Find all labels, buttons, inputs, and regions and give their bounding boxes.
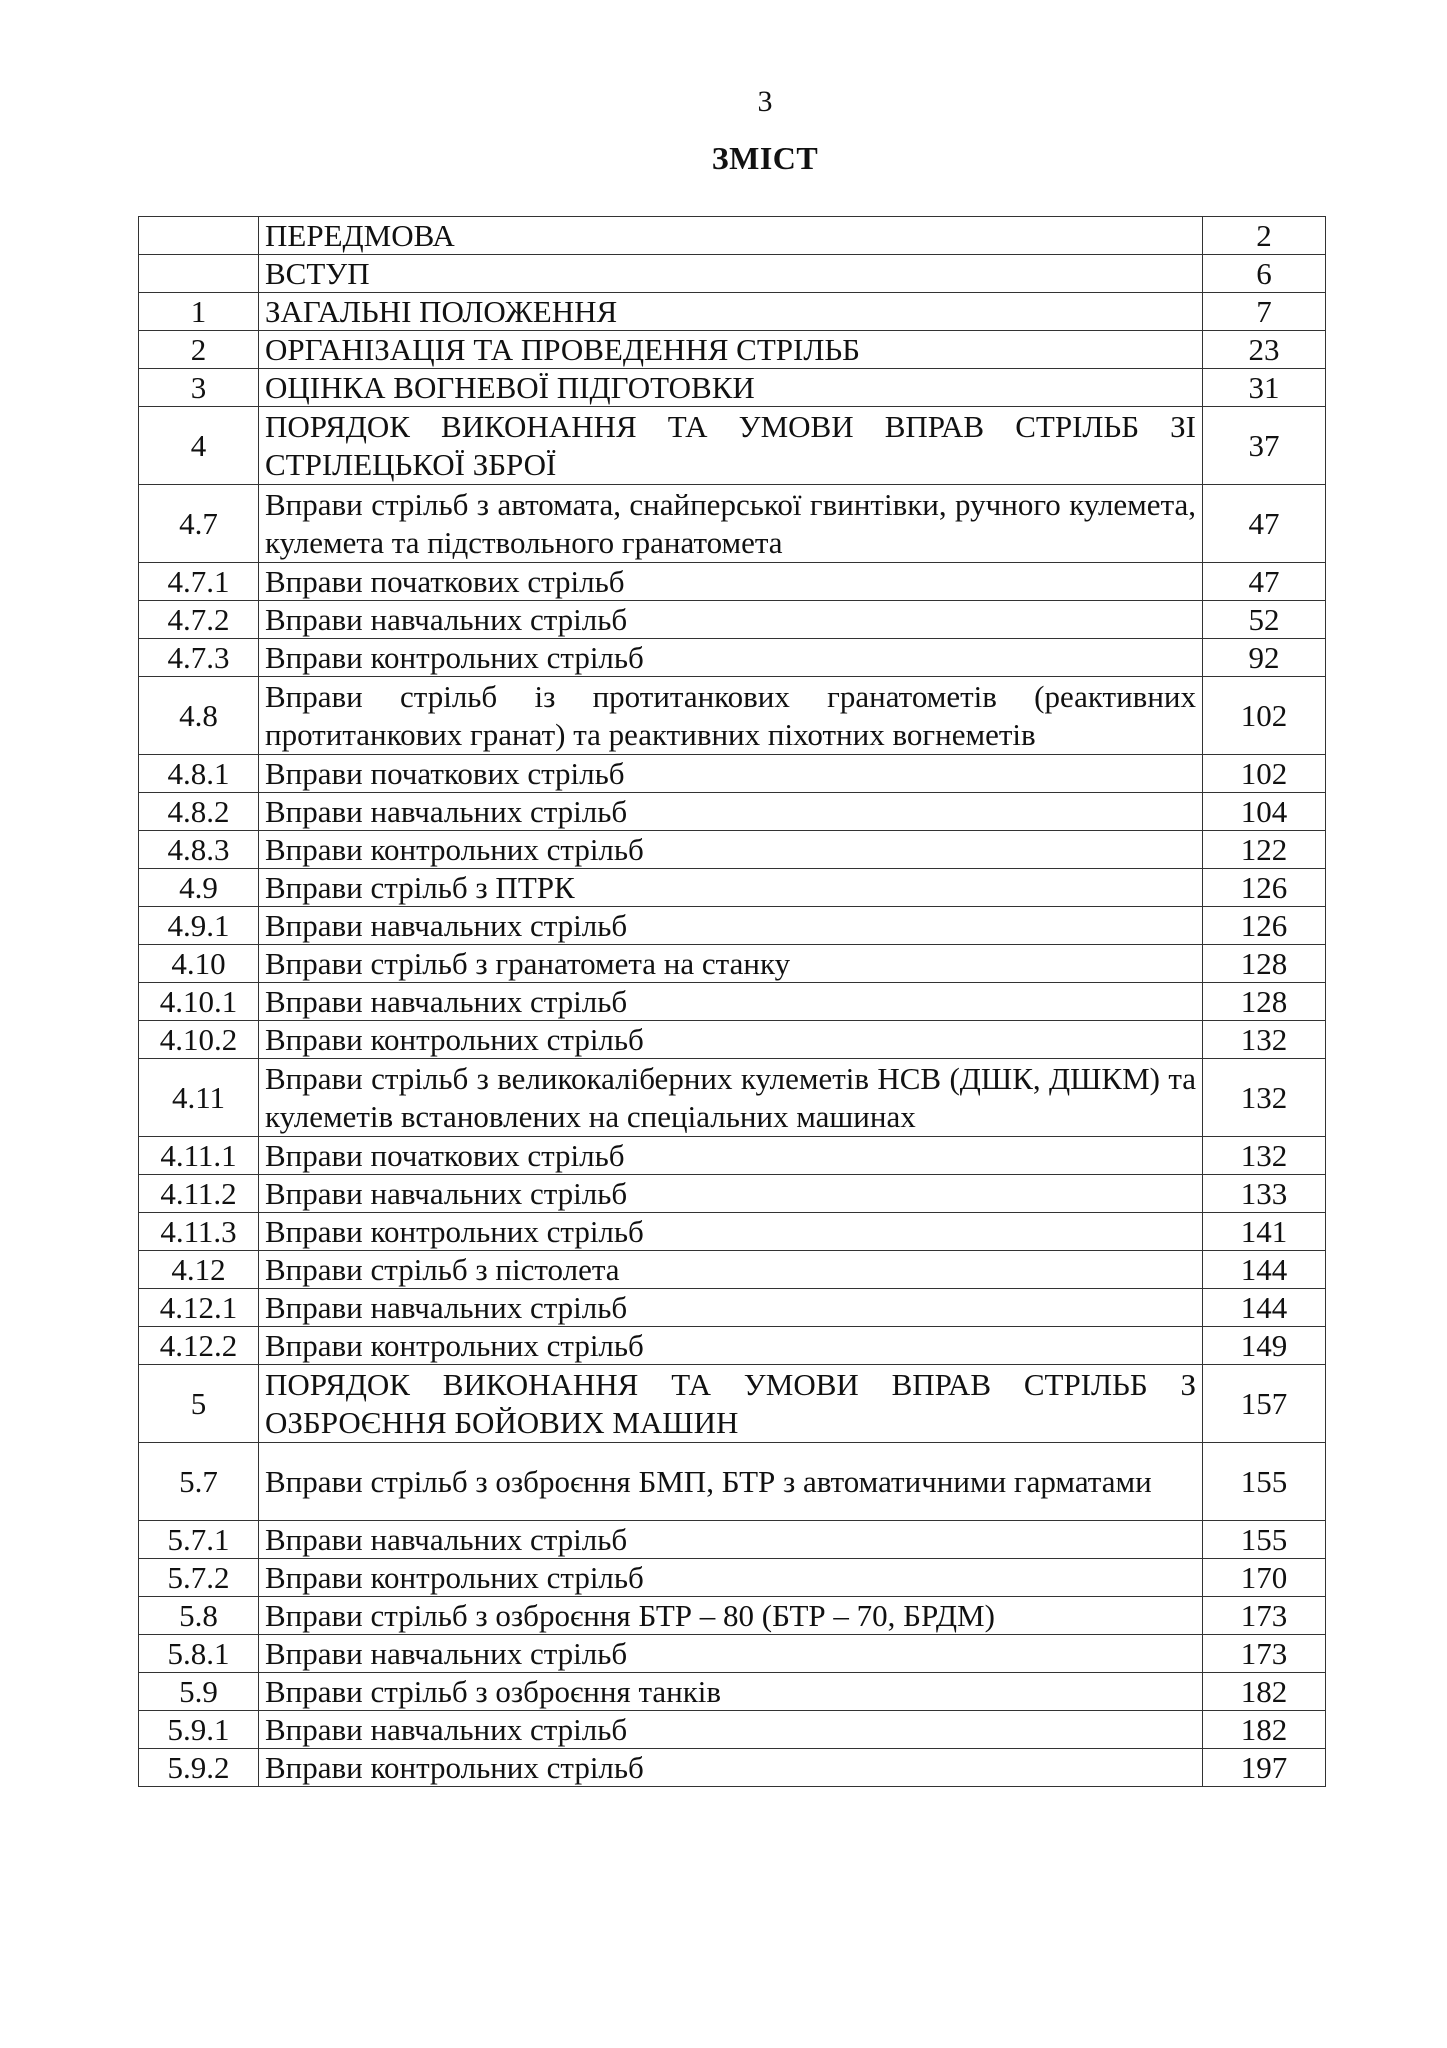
toc-page-number: 173 (1203, 1597, 1326, 1635)
toc-section-title: Вправи стрільб з великокаліберних кулеметів НСВ (ДШК, ДШКМ) та кулеметів встановлених на спеціальних машинах (259, 1059, 1203, 1137)
toc-section-number: 4.11.3 (139, 1213, 259, 1251)
toc-row (139, 407, 1326, 485)
toc-section-number: 4.12.1 (139, 1289, 259, 1327)
toc-section-number: 5 (139, 1365, 259, 1443)
toc-section-title: Вправи контрольних стрільб (259, 831, 1203, 869)
toc-section-title: Вправи контрольних стрільб (259, 639, 1203, 677)
toc-page-number: 102 (1203, 755, 1326, 793)
toc-row (139, 217, 1326, 255)
toc-page-number: 155 (1203, 1443, 1326, 1521)
toc-section-number: 5.8 (139, 1597, 259, 1635)
toc-section-number: 4.7 (139, 485, 259, 563)
toc-section-number: 5.8.1 (139, 1635, 259, 1673)
toc-section-title: Вправи навчальних стрільб (259, 1289, 1203, 1327)
toc-section-number: 4.7.2 (139, 601, 259, 639)
toc-section-title: Вправи навчальних стрільб (259, 983, 1203, 1021)
toc-row (139, 1175, 1326, 1213)
toc-section-number: 4.10.1 (139, 983, 259, 1021)
toc-section-title: Вправи навчальних стрільб (259, 1635, 1203, 1673)
toc-section-number: 5.9 (139, 1673, 259, 1711)
toc-row (139, 1443, 1326, 1521)
toc-row (139, 1059, 1326, 1137)
toc-section-title: Вправи початкових стрільб (259, 1137, 1203, 1175)
toc-row (139, 1327, 1326, 1365)
toc-section-title: Вправи контрольних стрільб (259, 1021, 1203, 1059)
toc-page-number: 132 (1203, 1021, 1326, 1059)
toc-section-number: 4.10 (139, 945, 259, 983)
toc-row (139, 639, 1326, 677)
toc-section-number: 4.11.1 (139, 1137, 259, 1175)
toc-page-number: 170 (1203, 1559, 1326, 1597)
toc-row (139, 1213, 1326, 1251)
toc-section-number (139, 217, 259, 255)
toc-section-number (139, 255, 259, 293)
toc-section-number: 5.9.1 (139, 1711, 259, 1749)
toc-row (139, 601, 1326, 639)
toc-page-number: 141 (1203, 1213, 1326, 1251)
toc-row (139, 563, 1326, 601)
toc-page-number: 7 (1203, 293, 1326, 331)
toc-section-title: Вправи стрільб з пістолета (259, 1251, 1203, 1289)
toc-page-number: 6 (1203, 255, 1326, 293)
toc-row (139, 1137, 1326, 1175)
toc-section-title: Вправи стрільб з озброєння БТР – 80 (БТР – 70, БРДМ) (259, 1597, 1203, 1635)
toc-section-number: 3 (139, 369, 259, 407)
toc-section-title: Вправи контрольних стрільб (259, 1559, 1203, 1597)
toc-row (139, 1021, 1326, 1059)
toc-row (139, 293, 1326, 331)
toc-row (139, 1597, 1326, 1635)
toc-page-number: 128 (1203, 945, 1326, 983)
toc-section-number: 4.8.3 (139, 831, 259, 869)
toc-page-number: 149 (1203, 1327, 1326, 1365)
page-title: ЗМІСТ (711, 140, 819, 176)
toc-page-number: 182 (1203, 1673, 1326, 1711)
toc-section-number: 5.9.2 (139, 1749, 259, 1787)
toc-section-number: 5.7.2 (139, 1559, 259, 1597)
toc-section-number: 5.7.1 (139, 1521, 259, 1559)
toc-section-title: Вправи стрільб з автомата, снайперської гвинтівки, ручного кулемета, кулемета та підствольного гранатомета (259, 485, 1203, 563)
toc-row (139, 1711, 1326, 1749)
toc-section-title: Вправи стрільб з озброєння БМП, БТР з автоматичними гарматами (259, 1443, 1203, 1521)
toc-section-number: 4.7.3 (139, 639, 259, 677)
toc-row (139, 945, 1326, 983)
toc-section-title: ОРГАНІЗАЦІЯ ТА ПРОВЕДЕННЯ СТРІЛЬБ (259, 331, 1203, 369)
toc-page-number: 47 (1203, 485, 1326, 563)
toc-page-number: 47 (1203, 563, 1326, 601)
toc-section-number: 4.12.2 (139, 1327, 259, 1365)
toc-section-title: Вправи стрільб з гранатомета на станку (259, 945, 1203, 983)
toc-section-title: ПЕРЕДМОВА (259, 217, 1203, 255)
toc-section-title: Вправи навчальних стрільб (259, 601, 1203, 639)
toc-row (139, 831, 1326, 869)
toc-section-number: 1 (139, 293, 259, 331)
toc-section-title: Вправи навчальних стрільб (259, 1175, 1203, 1213)
toc-section-title: Вправи навчальних стрільб (259, 1711, 1203, 1749)
toc-page-number: 126 (1203, 907, 1326, 945)
toc-page-number: 31 (1203, 369, 1326, 407)
toc-page-number: 37 (1203, 407, 1326, 485)
toc-page-number: 182 (1203, 1711, 1326, 1749)
toc-page-number: 126 (1203, 869, 1326, 907)
toc-row (139, 1251, 1326, 1289)
toc-row (139, 983, 1326, 1021)
toc-page-number: 155 (1203, 1521, 1326, 1559)
toc-section-title: Вправи контрольних стрільб (259, 1749, 1203, 1787)
toc-section-number: 4.8.2 (139, 793, 259, 831)
toc-body (139, 217, 1326, 1787)
toc-section-number: 4.11 (139, 1059, 259, 1137)
toc-section-number: 4 (139, 407, 259, 485)
toc-section-title: ОЦІНКА ВОГНЕВОЇ ПІДГОТОВКИ (259, 369, 1203, 407)
toc-section-title: Вправи контрольних стрільб (259, 1213, 1203, 1251)
toc-section-title: Вправи навчальних стрільб (259, 1521, 1203, 1559)
toc-section-title: Вправи початкових стрільб (259, 563, 1203, 601)
toc-section-title: ВСТУП (259, 255, 1203, 293)
toc-section-title: ПОРЯДОК ВИКОНАННЯ ТА УМОВИ ВПРАВ СТРІЛЬБ З ОЗБРОЄННЯ БОЙОВИХ МАШИН (259, 1365, 1203, 1443)
toc-page-number: 197 (1203, 1749, 1326, 1787)
toc-section-number: 4.7.1 (139, 563, 259, 601)
toc-page-number: 23 (1203, 331, 1326, 369)
table-of-contents (138, 216, 1326, 1787)
toc-page-number: 92 (1203, 639, 1326, 677)
toc-page-number: 2 (1203, 217, 1326, 255)
toc-page-number: 173 (1203, 1635, 1326, 1673)
toc-page-number: 104 (1203, 793, 1326, 831)
toc-page-number: 52 (1203, 601, 1326, 639)
toc-row (139, 1365, 1326, 1443)
page-number: 3 (757, 85, 773, 118)
toc-section-number: 5.7 (139, 1443, 259, 1521)
toc-row (139, 485, 1326, 563)
toc-row (139, 1749, 1326, 1787)
toc-section-title: Вправи стрільб з озброєння танків (259, 1673, 1203, 1711)
toc-section-number: 2 (139, 331, 259, 369)
toc-section-title: ПОРЯДОК ВИКОНАННЯ ТА УМОВИ ВПРАВ СТРІЛЬБ ЗІ СТРІЛЕЦЬКОЇ ЗБРОЇ (259, 407, 1203, 485)
toc-page-number: 132 (1203, 1059, 1326, 1137)
toc-page-number: 132 (1203, 1137, 1326, 1175)
toc-page-number: 157 (1203, 1365, 1326, 1443)
toc-section-number: 4.8 (139, 677, 259, 755)
toc-row (139, 677, 1326, 755)
toc-page-number: 128 (1203, 983, 1326, 1021)
toc-page-number: 102 (1203, 677, 1326, 755)
toc-row (139, 1635, 1326, 1673)
toc-page-number: 122 (1203, 831, 1326, 869)
toc-row (139, 1289, 1326, 1327)
toc-section-number: 4.11.2 (139, 1175, 259, 1213)
toc-section-title: Вправи стрільб з ПТРК (259, 869, 1203, 907)
toc-section-title: Вправи стрільб із протитанкових гранатометів (реактивних протитанкових гранат) та реактивних піхотних вогнеметів (259, 677, 1203, 755)
toc-row (139, 1559, 1326, 1597)
toc-row (139, 869, 1326, 907)
toc-section-title: Вправи навчальних стрільб (259, 907, 1203, 945)
toc-page-number: 144 (1203, 1251, 1326, 1289)
toc-row (139, 255, 1326, 293)
toc-row (139, 793, 1326, 831)
toc-section-number: 4.10.2 (139, 1021, 259, 1059)
toc-row (139, 331, 1326, 369)
toc-section-number: 4.9 (139, 869, 259, 907)
toc-section-title: Вправи навчальних стрільб (259, 793, 1203, 831)
toc-section-title: ЗАГАЛЬНІ ПОЛОЖЕННЯ (259, 293, 1203, 331)
toc-row (139, 907, 1326, 945)
toc-row (139, 1521, 1326, 1559)
toc-page-number: 133 (1203, 1175, 1326, 1213)
toc-row (139, 369, 1326, 407)
toc-section-number: 4.8.1 (139, 755, 259, 793)
toc-section-number: 4.9.1 (139, 907, 259, 945)
toc-row (139, 755, 1326, 793)
toc-section-number: 4.12 (139, 1251, 259, 1289)
toc-section-title: Вправи контрольних стрільб (259, 1327, 1203, 1365)
toc-page-number: 144 (1203, 1289, 1326, 1327)
toc-section-title: Вправи початкових стрільб (259, 755, 1203, 793)
toc-row (139, 1673, 1326, 1711)
